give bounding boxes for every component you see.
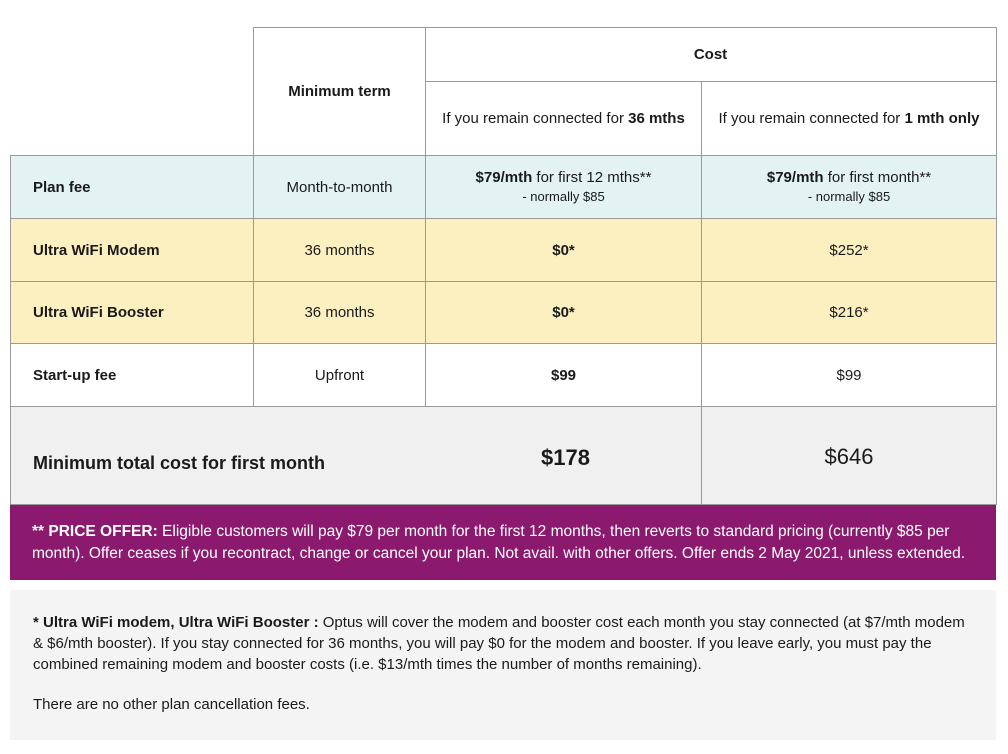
total-1-month-cell <box>702 407 997 505</box>
plan-fee-1-month: $79/mth for first month** - normally $85 <box>702 156 997 219</box>
col-36-months-header: If you remain connected for 36 mths <box>426 82 702 156</box>
modem-term: 36 months <box>254 219 426 282</box>
footnote-box <box>10 590 996 740</box>
booster-term: 36 months <box>254 282 426 344</box>
price-offer-banner <box>10 505 996 580</box>
startup-fee-label: Start-up fee <box>11 344 254 407</box>
minimum-term-header: Minimum term <box>254 28 426 156</box>
booster-label: Ultra WiFi Booster <box>11 282 254 344</box>
no-cancellation-fees: There are no other plan cancellation fees. <box>33 696 310 713</box>
plan-fee-36-months: $79/mth for first 12 mths** - normally $85 <box>426 156 702 219</box>
modem-label: Ultra WiFi Modem <box>11 219 254 282</box>
price-offer-text: Eligible customers will pay $79 per month for the first 12 months, then reverts to standard pricing (currently $85 per month). Offer ceases if you recontract, change or cancel your plan. Not avail. with other offers. Offer ends 2 May 2021, unless extended. <box>32 523 966 562</box>
total-label: Minimum total cost for first month <box>33 453 325 473</box>
total-36-block <box>11 407 702 505</box>
total-36-months: $178 <box>541 445 590 470</box>
cost-header: Cost <box>425 28 997 82</box>
price-offer-lead: ** PRICE OFFER: <box>32 523 158 540</box>
plan-fee-term: Month-to-month <box>254 156 426 219</box>
col-1-month-header: If you remain connected for 1 mth only <box>702 82 997 156</box>
modem-36-months: $0* <box>426 219 702 282</box>
startup-fee-term: Upfront <box>254 344 426 407</box>
total-1-month: $646 <box>824 444 874 469</box>
booster-1-month: $216* <box>702 282 997 344</box>
plan-fee-label: Plan fee <box>11 156 254 219</box>
footnote-lead: * Ultra WiFi modem, Ultra WiFi Booster : <box>33 614 319 631</box>
booster-36-months: $0* <box>426 282 702 344</box>
modem-1-month: $252* <box>702 219 997 282</box>
startup-fee-1-month: $99 <box>702 344 997 407</box>
startup-fee-36-months: $99 <box>426 344 702 407</box>
footnote-text: Optus will cover the modem and booster cost each month you stay connected (at $7/mth modem & $6/mth booster). If you stay connected for 36 months, you will pay $0 for the modem and booster. If you leave early, you must pay the combined remaining modem and booster costs (i.e. $13/mth times the number of months remaining). <box>33 614 965 673</box>
